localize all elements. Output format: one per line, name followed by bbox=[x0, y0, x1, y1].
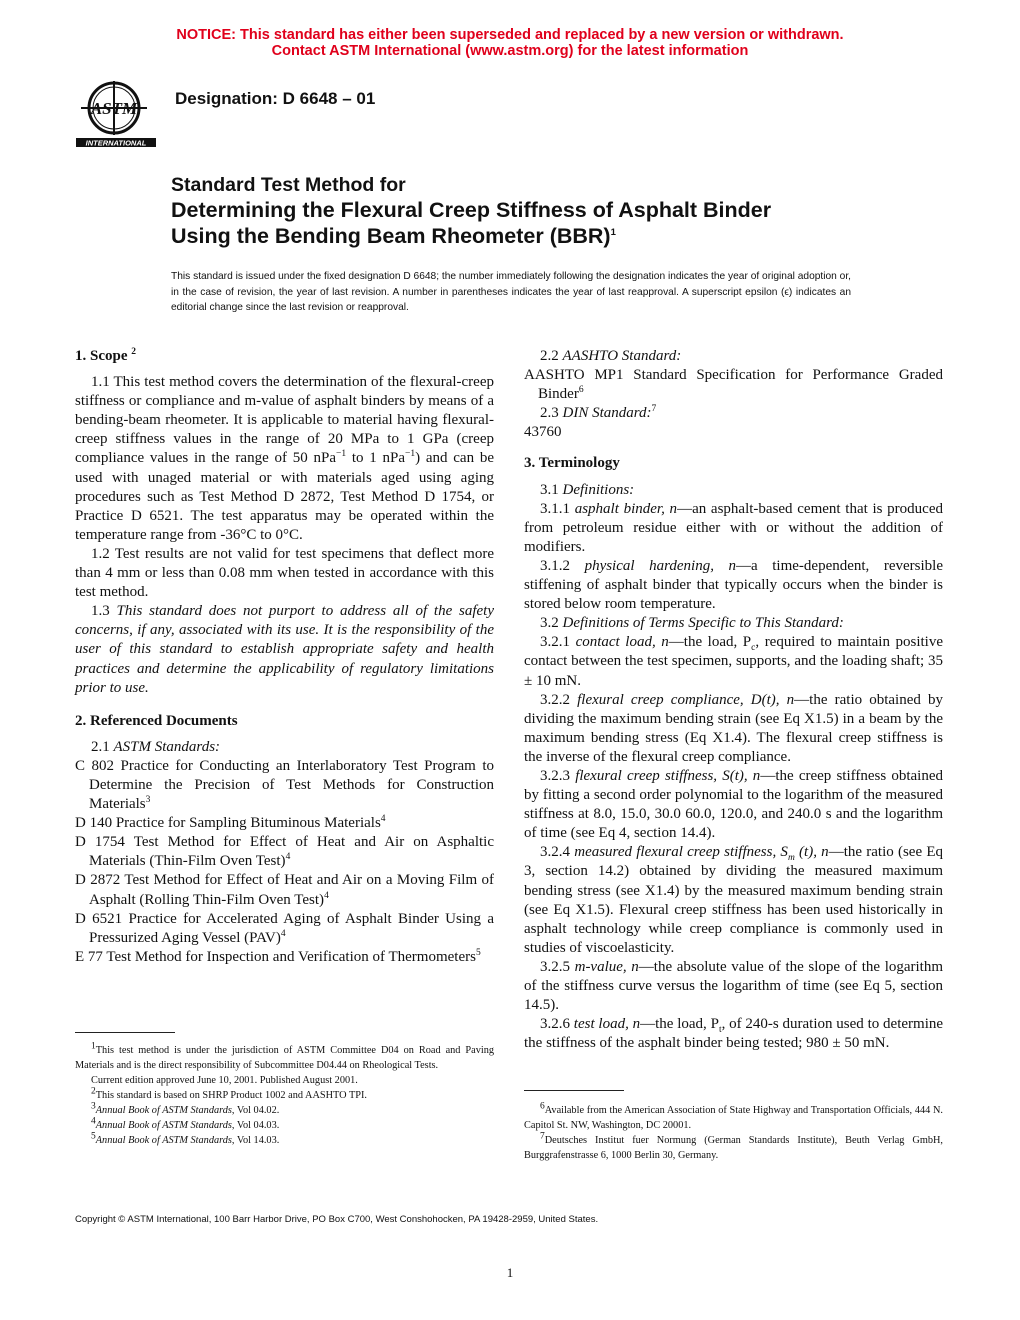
def-term: contact load, n bbox=[575, 634, 669, 651]
def-num: 3.2.6 bbox=[540, 1016, 574, 1033]
def-3-2-4 bbox=[524, 843, 943, 958]
para-1-3-num: 1.3 bbox=[91, 603, 117, 620]
document-title bbox=[171, 174, 891, 249]
footnote-num: 1 bbox=[91, 1041, 96, 1052]
notice-line-1: NOTICE: This standard has either been superseded and replaced by a new version or withdrawn. bbox=[176, 27, 844, 43]
def-term: asphalt binder, n bbox=[574, 500, 678, 517]
def-3-2-3 bbox=[524, 767, 943, 843]
def-text: —the load, P bbox=[640, 1016, 719, 1033]
def-subscript: m bbox=[787, 853, 795, 864]
def-text: —a time-dependent, reversible stiffening of asphalt binder that typically occurs when the binder is stored below room temperature. bbox=[524, 557, 943, 613]
ref-item-d1754 bbox=[75, 833, 494, 871]
ref-footnote: 4 bbox=[380, 814, 386, 825]
def-3-2-5 bbox=[524, 958, 943, 1015]
para-2-1 bbox=[75, 738, 494, 757]
page-number: 1 bbox=[506, 1265, 514, 1280]
footnote-vol: , Vol 14.03. bbox=[231, 1135, 280, 1146]
def-num: 3.1.1 bbox=[540, 500, 575, 517]
def-term: measured flexural creep stiffness, S bbox=[574, 844, 788, 861]
footnote-book: Annual Book of ASTM Standards bbox=[95, 1120, 232, 1131]
title-line-3-text: Using the Bending Beam Rheometer (BBR) bbox=[171, 224, 611, 248]
def-term: flexural creep compliance, D(t), n bbox=[577, 691, 795, 708]
footnote-1 bbox=[75, 1043, 494, 1073]
ref-footnote: 5 bbox=[475, 947, 481, 958]
def-term: flexural creep stiffness, S(t), n bbox=[575, 767, 761, 784]
footnote-2 bbox=[75, 1088, 494, 1103]
ref-text: E 77 Test Method for Inspection and Verification of Thermometers bbox=[75, 948, 476, 965]
title-line-3 bbox=[171, 223, 891, 249]
def-subscript: t bbox=[718, 1025, 722, 1036]
para-1-1-c: ) and can be used with unaged material or with materials aged using aging procedures such as Test Method D 2872, Test Method D 1754, or Practice D 6521. The test apparatus may be operated within the temperature range from -36°C to 0°C. bbox=[75, 450, 494, 543]
footnote-rule-right bbox=[524, 1090, 624, 1091]
def-3-1-2 bbox=[524, 557, 943, 614]
def-text: —an asphalt-based cement that is produced from petroleum residue either with or without the addition of modifiers. bbox=[524, 500, 943, 555]
section-scope-heading bbox=[75, 347, 494, 366]
def-text: , required to maintain positive contact between the test specimen, supports, and the loading shaft; 35 ± 10 mN. bbox=[524, 634, 944, 689]
para-2-1-text: ASTM Standards: bbox=[113, 738, 221, 755]
footnote-5 bbox=[75, 1133, 494, 1148]
def-num: 3.1.2 bbox=[540, 557, 585, 574]
para-2-2-text: AASHTO Standard: bbox=[562, 348, 682, 364]
withdrawal-notice bbox=[0, 27, 1020, 59]
footnote-num: 4 bbox=[91, 1116, 96, 1127]
para-2-2 bbox=[524, 347, 943, 366]
def-3-2-2 bbox=[524, 691, 943, 767]
ref-footnote: 4 bbox=[280, 928, 286, 939]
ref-footnote: 4 bbox=[324, 890, 329, 901]
footnote-7 bbox=[524, 1133, 943, 1163]
designation: Designation: D 6648 – 01 bbox=[175, 89, 376, 108]
ref-footnote: 6 bbox=[578, 385, 584, 396]
title-line-2: Determining the Flexural Creep Stiffness of Asphalt Binder bbox=[171, 198, 772, 222]
footnote-vol: , Vol 04.02. bbox=[231, 1105, 280, 1116]
para-2-1-num: 2.1 bbox=[91, 738, 114, 755]
footnote-text: This test method is under the jurisdiction of ASTM Committee D04 on Road and Paving Materials and is the direct responsibility of Subcommittee D04.44 on Rheological Tests. bbox=[75, 1045, 494, 1071]
para-3-1-num: 3.1 bbox=[540, 481, 563, 498]
def-text: , of 240-s duration used to determine the stiffness of the asphalt binder being tested; 980 ± 50 mN. bbox=[524, 1016, 944, 1052]
def-text: —the ratio (see Eq 3, section 14.2) obtained by dividing the measured maximum bending stress (see X1.4) by the measured maximum bending strain (see Eq X1.5). Flexural creep stiffness has been used historically in asphalt technology while creep compliance is commonly used in studies of viscoelasticity. bbox=[524, 844, 944, 956]
para-1-1-sup-1: −1 bbox=[335, 449, 347, 460]
ref-footnote: 3 bbox=[145, 795, 151, 806]
footnote-text: This standard is based on SHRP Product 1002 and AASHTO TPI. bbox=[95, 1090, 367, 1101]
footnote-vol: , Vol 04.03. bbox=[231, 1120, 280, 1131]
para-1-1 bbox=[75, 373, 494, 545]
para-1-3-text: This standard does not purport to address all of the safety concerns, if any, associated with its use. It is the responsibility of the user of this standard to establish appropriate safety and health practices and determine the applicability of regulatory limitations prior to use. bbox=[75, 603, 495, 696]
footnote-rule-left bbox=[75, 1032, 175, 1033]
footnote-book: Annual Book of ASTM Standards bbox=[95, 1105, 232, 1116]
footnote-num: 2 bbox=[91, 1086, 96, 1097]
footnote-num: 7 bbox=[540, 1131, 545, 1142]
para-2-2-num: 2.2 bbox=[540, 348, 563, 364]
para-3-2-text: Definitions of Terms Specific to This Standard: bbox=[562, 615, 844, 632]
footnote-text: Deutsches Institut fuer Normung (German Standards Institute), Beuth Verlag GmbH, Burggrafenstrasse 6, 1000 Berlin 30, Germany. bbox=[524, 1135, 943, 1161]
footnotes-right bbox=[524, 1103, 943, 1163]
def-text: —the ratio obtained by dividing the maximum bending strain (see Eq X1.5) in a beam by the maximum bending stress (Eq X1.4). The flexural creep stiffness is the inverse of the flexural creep compliance. bbox=[524, 691, 944, 765]
para-1-1-b: to 1 nPa bbox=[346, 450, 406, 467]
logo-text: ASTM bbox=[90, 99, 138, 118]
para-2-3-footnote: 7 bbox=[651, 404, 657, 415]
def-3-2-1 bbox=[524, 633, 943, 690]
para-3-1 bbox=[524, 481, 943, 500]
footnote-1b: Current edition approved June 10, 2001. Published August 2001. bbox=[91, 1075, 358, 1086]
copyright-line: Copyright © ASTM International, 100 Barr Harbor Drive, PO Box C700, West Conshohocken, PA 19428-2959, United States. bbox=[75, 1214, 599, 1225]
ref-item-e77 bbox=[75, 948, 494, 967]
def-num: 3.2.3 bbox=[540, 767, 576, 784]
footnotes-left bbox=[75, 1043, 494, 1148]
astm-logo bbox=[74, 78, 164, 148]
def-num: 3.2.2 bbox=[540, 691, 578, 708]
ref-item-aashto bbox=[524, 366, 943, 404]
footnote-num: 6 bbox=[540, 1101, 545, 1112]
ref-footnote: 4 bbox=[285, 852, 291, 863]
ref-item-din: 43760 bbox=[524, 424, 562, 441]
ref-text: D 1754 Test Method for Effect of Heat and Air on Asphaltic Materials (Thin-Film Oven Test) bbox=[75, 834, 494, 870]
footnote-text: Available from the American Association of State Highway and Transportation Officials, 444 N. Capitol St. NW, Washington, DC 20001. bbox=[524, 1105, 943, 1131]
def-3-2-6 bbox=[524, 1015, 943, 1053]
issued-note: This standard is issued under the fixed designation D 6648; the number immediately following the designation indicates the year of original adoption or, in the case of revision, the year of last revision. A number in parentheses indicates the year of last reapproval. A superscript epsilon (ϵ) indicates an editorial change since the last revision or reapproval. bbox=[171, 271, 851, 313]
para-1-3 bbox=[75, 602, 494, 697]
right-column bbox=[524, 347, 943, 1053]
def-3-1-1 bbox=[524, 500, 943, 557]
def-text: —the load, P bbox=[668, 634, 752, 651]
def-text: —the creep stiffness obtained by fitting a second order polynomial to the logarithm of the measured stiffness at 8.0, 15.0, 30.0 60.0, 120.0, and 240.0 s and the logarithm of time (see Eq 4, section 14.4). bbox=[524, 767, 944, 842]
para-2-3-text: DIN Standard: bbox=[562, 405, 652, 422]
para-1-1-a: 1.1 This test method covers the determination of the flexural-creep stiffness or compliance and m-value of asphalt binders by means of a bending-beam rheometer. It is applicable to material having flexural-creep stiffness values in the range of 20 MPa to 1 GPa (creep compliance values in the range of 50 nPa bbox=[75, 374, 494, 467]
section-terminology-heading: 3. Terminology bbox=[524, 455, 620, 472]
scope-heading-text: 1. Scope bbox=[75, 348, 128, 364]
para-3-2 bbox=[524, 614, 943, 633]
ref-item-d2872 bbox=[75, 871, 494, 909]
ref-text: C 802 Practice for Conducting an Interlaboratory Test Program to Determine the Precision of Test Methods for Construction Materials bbox=[75, 757, 494, 813]
def-num: 3.2.1 bbox=[540, 634, 576, 651]
footnote-num: 3 bbox=[91, 1101, 96, 1112]
para-2-3-num: 2.3 bbox=[540, 405, 563, 422]
ref-text: D 140 Practice for Sampling Bituminous Materials bbox=[75, 815, 381, 832]
logo-caption: INTERNATIONAL bbox=[85, 138, 147, 148]
para-3-1-text: Definitions: bbox=[562, 481, 635, 498]
para-1-2: 1.2 Test results are not valid for test specimens that deflect more than 4 mm or less than 0.08 mm when tested in accordance with this test method. bbox=[75, 545, 494, 601]
def-num: 3.2.5 bbox=[540, 958, 575, 975]
notice-line-2: Contact ASTM International (www.astm.org) for the latest information bbox=[271, 43, 749, 59]
left-column bbox=[75, 347, 494, 967]
para-3-2-num: 3.2 bbox=[540, 615, 563, 632]
footnote-6 bbox=[524, 1103, 943, 1133]
ref-item-c802 bbox=[75, 757, 494, 814]
def-term: test load, n bbox=[573, 1016, 641, 1033]
ref-item-d140 bbox=[75, 814, 494, 833]
def-term: physical hardening, n bbox=[584, 557, 737, 574]
footnote-num: 5 bbox=[91, 1131, 96, 1142]
def-term: m-value, n bbox=[574, 958, 639, 975]
title-footnote-ref: 1 bbox=[610, 226, 616, 238]
def-term: (t), n bbox=[794, 844, 829, 861]
para-2-3 bbox=[524, 404, 943, 423]
ref-item-d6521 bbox=[75, 910, 494, 948]
footnote-3 bbox=[75, 1103, 494, 1118]
def-text: —the absolute value of the slope of the logarithm of the stiffness curve versus the logarithm of time (see Eq 5, section 14.5). bbox=[524, 958, 944, 1014]
scope-footnote-ref: 2 bbox=[131, 347, 136, 357]
ref-text: AASHTO MP1 Standard Specification for Performance Graded Binder bbox=[524, 367, 943, 403]
section-refdocs-heading: 2. Referenced Documents bbox=[75, 712, 238, 729]
ref-text: D 2872 Test Method for Effect of Heat and Air on a Moving Film of Asphalt (Rolling Thin-Film Oven Test) bbox=[75, 872, 494, 908]
ref-text: D 6521 Practice for Accelerated Aging of Asphalt Binder Using a Pressurized Aging Vessel (PAV) bbox=[75, 910, 494, 946]
footnote-book: Annual Book of ASTM Standards bbox=[95, 1135, 232, 1146]
para-1-1-sup-2: −1 bbox=[405, 449, 416, 460]
def-subscript: c bbox=[751, 643, 756, 654]
footnote-4 bbox=[75, 1118, 494, 1133]
title-line-1: Standard Test Method for bbox=[171, 174, 406, 196]
astm-logo-mark bbox=[74, 78, 164, 148]
def-num: 3.2.4 bbox=[540, 844, 575, 861]
